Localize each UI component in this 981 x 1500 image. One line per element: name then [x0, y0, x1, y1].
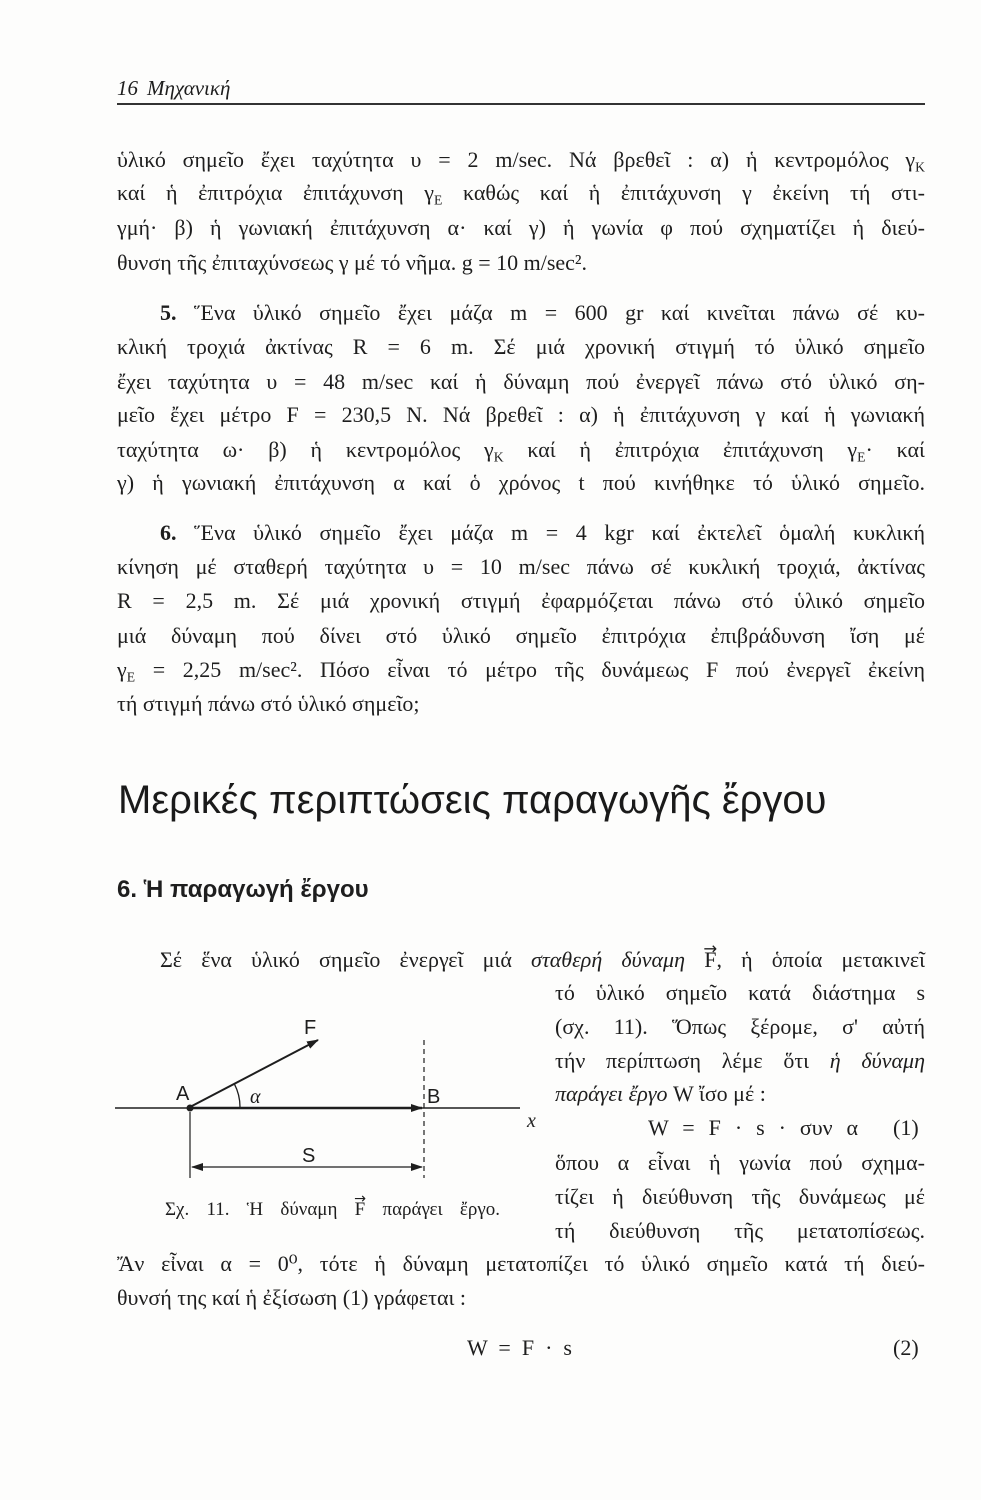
- text-line: ἔχει ταχύτητα υ = 48 m/sec καί ἡ δύναμη πού ἐνεργεῖ πάνω στό ὑλικό ση-: [117, 369, 925, 394]
- text-segment: ὑλικό σημεῖο ἔχει ταχύτητα υ = 2 m/sec. Νά βρεθεῖ : α) ἡ κεντρομόλος γ: [117, 147, 916, 172]
- text-line: [160, 945, 925, 975]
- exercise-6-first-line: [160, 518, 925, 548]
- text-line: R = 2,5 m. Σέ μιά χρονική στιγμή ἐφαρμόζεται πάνω στό ὑλικό σημεῖο: [117, 588, 925, 613]
- exercise-number: 5.: [160, 300, 177, 325]
- displacement-label: S: [302, 1145, 316, 1167]
- text-line: θυνσή της καί ἡ ἐξίσωση (1) γράφεται :: [117, 1285, 467, 1310]
- text-segment: W ἴσο μέ :: [667, 1081, 766, 1106]
- exercise-number: 6.: [160, 520, 177, 545]
- text-line: τή διεύθυνση τῆς μετατοπίσεως.: [555, 1218, 925, 1243]
- caption-text: παράγει ἔργο.: [365, 1199, 500, 1220]
- italic-term: ἡ δύναμη: [829, 1048, 925, 1073]
- text-line: κίνηση μέ σταθερή ταχύτητα υ = 10 m/sec πάνω σέ κυκλική τροχιά, ἀκτίνας: [117, 554, 925, 579]
- text-line: μιά δύναμη πού δίνει στό ὑλικό σημεῖο ἐπιτρόχια ἐπιβράδυνση ἴση μέ: [117, 623, 925, 648]
- equation-2-number: (2): [893, 1335, 919, 1360]
- text-segment: , ἡ ὁποία μετακινεῖ: [716, 947, 925, 972]
- text-line: τίζει ἡ διεύθυνση τῆς δυνάμεως μέ: [555, 1184, 925, 1209]
- angle-arc: [234, 1084, 240, 1107]
- text-segment: · καί: [865, 437, 925, 462]
- equation-1-number: (1): [893, 1115, 919, 1140]
- text-segment: τήν περίπτωση λέμε ὅτι: [555, 1048, 830, 1073]
- figure-caption: [165, 1196, 500, 1224]
- text-line: (σχ. 11). Ὅπως ξέρομε, σ' αὐτή: [555, 1014, 925, 1039]
- text-segment: Σέ ἕνα ὑλικό σημεῖο ἐνεργεῖ μιά: [160, 947, 532, 972]
- angle-label: α: [250, 1086, 261, 1108]
- text-line: [555, 1046, 925, 1076]
- text-line: [117, 435, 925, 465]
- text-line: γμή· β) ἡ γωνιακή ἐπιτάχυνση α· καί γ) ἡ γωνία φ πού σχηματίζει ἡ διεύ-: [117, 215, 925, 240]
- force-label: F: [304, 1017, 317, 1039]
- exercise-5-first-line: [160, 298, 925, 328]
- subscript: K: [915, 159, 925, 175]
- axis-label: x: [527, 1110, 536, 1132]
- text-line: [117, 178, 925, 208]
- point-a-label: A: [176, 1083, 190, 1105]
- subsection-title: 6. Ἡ παραγωγή ἔργου: [117, 876, 369, 903]
- subscript: E: [434, 192, 443, 208]
- running-title: Μηχανική: [147, 76, 231, 100]
- text-segment: γ: [117, 657, 127, 682]
- force-vector-symbol: F →: [355, 1196, 366, 1224]
- equation-1: W = F · s · συν α: [648, 1115, 858, 1140]
- text-segment: καί ἡ ἐπιτρόχια ἐπιτάχυνση γ: [503, 437, 858, 462]
- text-segment: καί ἡ ἐπιτρόχια ἐπιτάχυνση γ: [117, 180, 435, 205]
- text-segment: ταχύτητα ω· β) ἡ κεντρομόλος γ: [117, 437, 494, 462]
- subscript: K: [493, 449, 504, 465]
- section-title: Μερικές περιπτώσεις παραγωγῆς ἔργου: [118, 778, 827, 822]
- text-line: μεῖο ἔχει μέτρο F = 230,5 N. Νά βρεθεῖ : α) ἡ ἐπιτάχυνση γ καί ἡ γωνιακή: [117, 402, 925, 427]
- italic-term: παράγει ἔργο: [555, 1081, 668, 1106]
- subscript: E: [857, 449, 866, 465]
- text-line: [555, 1079, 925, 1109]
- italic-term: σταθερή δύναμη: [531, 947, 686, 972]
- text-line: τό ὑλικό σημεῖο κατά διάστημα s: [555, 980, 925, 1005]
- text-line: [117, 655, 925, 685]
- subscript: E: [126, 669, 136, 685]
- point-b-label: B: [427, 1086, 441, 1108]
- text-line: τή στιγμή πάνω στό ὑλικό σημεῖο;: [117, 691, 420, 716]
- page-number: 16: [117, 76, 138, 100]
- figure-work-diagram: [100, 1010, 560, 1195]
- text-segment: Ἕνα ὑλικό σημεῖο ἔχει μάζα m = 4 kgr καί ἐκτελεῖ ὁμαλή κυκλική: [194, 520, 925, 545]
- running-header: [117, 74, 230, 102]
- text-line: γ) ἡ γωνιακή ἐπιτάχυνση α καί ὁ χρόνος t πού κινήθηκε τό ὑλικό σημεῖο.: [117, 470, 925, 495]
- point-a-dot: [187, 1105, 194, 1112]
- text-line: θυνση τῆς ἐπιταχύνσεως γ μέ τό νῆμα. g = 10 m/sec².: [117, 250, 588, 275]
- force-vector-symbol: F →: [704, 945, 716, 975]
- text-line: [117, 145, 925, 175]
- text-segment: Ἕνα ὑλικό σημεῖο ἔχει μάζα m = 600 gr καί κινεῖται πάνω σέ κυ-: [193, 300, 925, 325]
- header-rule: [117, 103, 925, 105]
- caption-text: Σχ. 11. Ἡ δύναμη: [165, 1199, 355, 1220]
- equation-2: W = F · s: [467, 1335, 572, 1360]
- text-line: ὅπου α εἶναι ἡ γωνία πού σχημα-: [555, 1150, 925, 1175]
- text-segment: = 2,25 m/sec². Πόσο εἶναι τό μέτρο τῆς δυνάμεως F πού ἐνεργεῖ ἐκείνη: [135, 657, 925, 682]
- text-line: κλική τροχιά ἀκτίνας R = 6 m. Σέ μιά χρονική στιγμή τό ὑλικό σημεῖο: [117, 334, 925, 359]
- text-line: Ἄν εἶναι α = 0⁰, τότε ἡ δύναμη μετατοπίζει τό ὑλικό σημεῖο κατά τή διεύ-: [117, 1251, 925, 1276]
- text-segment: καθώς καί ἡ ἐπιτάχυνση γ ἐκείνη τή στι-: [442, 180, 925, 205]
